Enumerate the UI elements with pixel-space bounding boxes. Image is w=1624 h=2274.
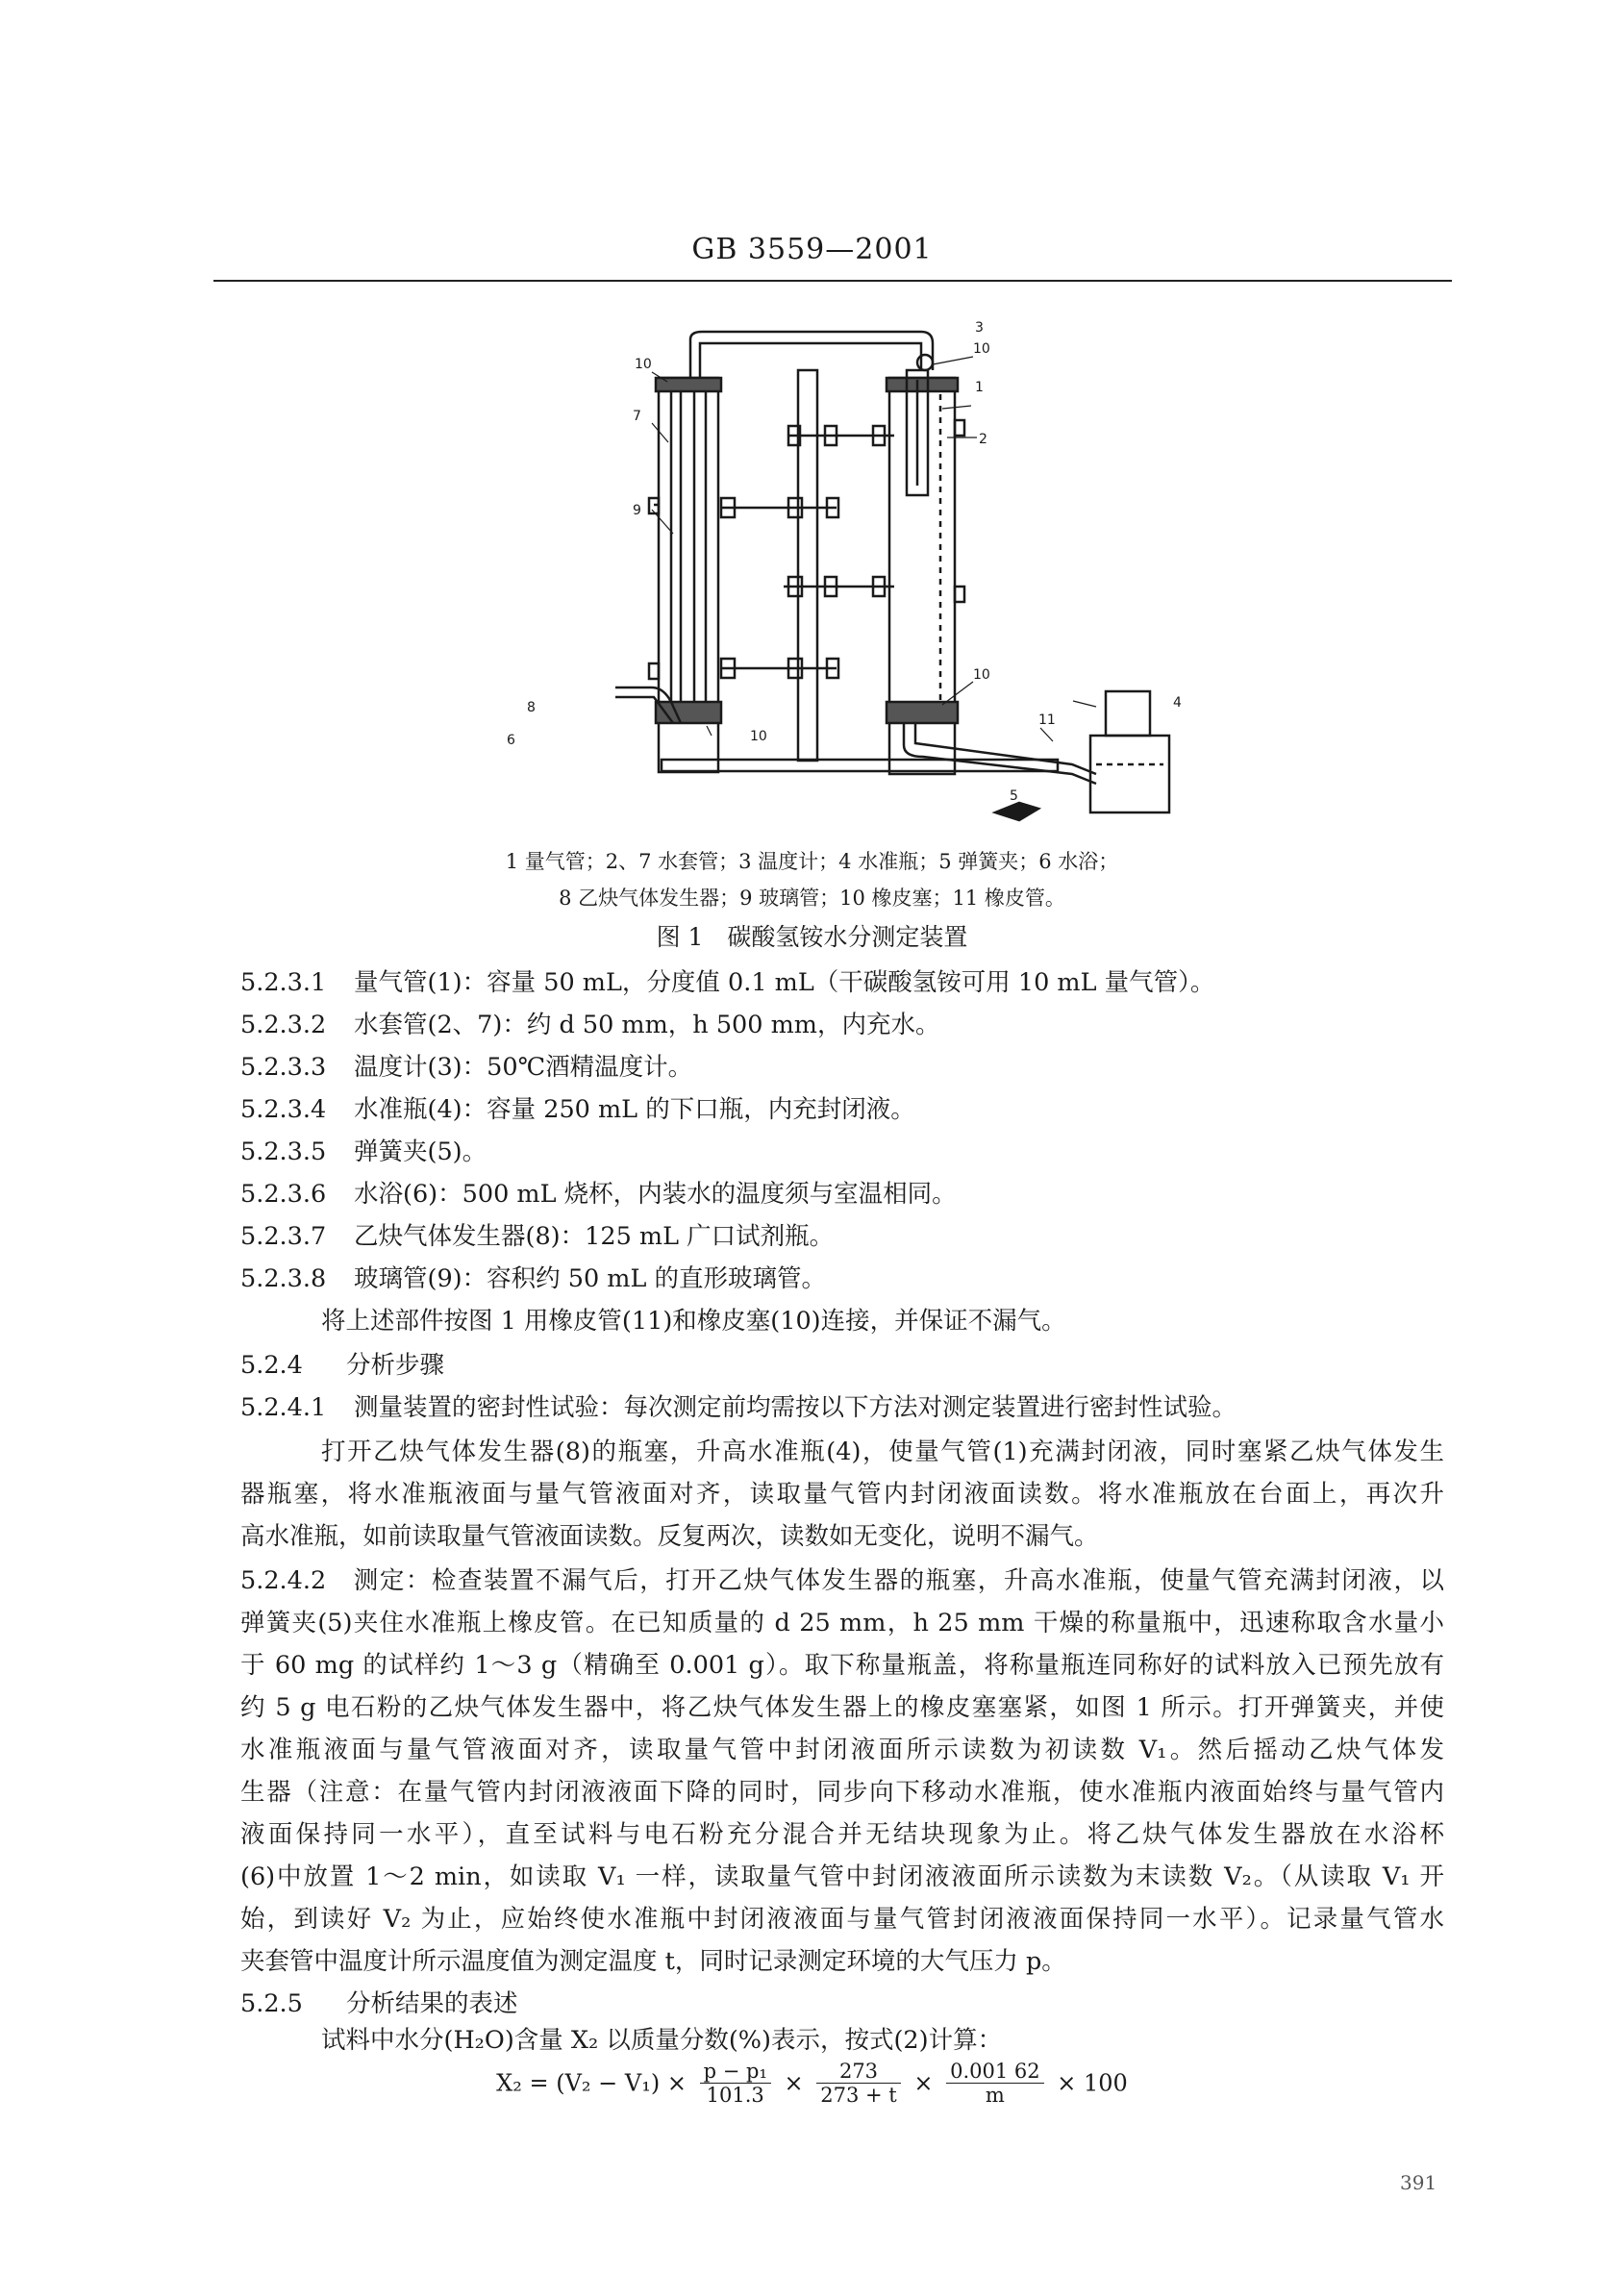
para-5242-line5: 水准瓶液面与量气管液面对齐，读取量气管中封闭液面所示读数为初读数 V₁。然后摇动乙炔气体发 [240,1736,1444,1764]
spring-clamp [995,803,1038,820]
item-text: 玻璃管(9)：容积约 50 mL 的直形玻璃管。 [354,1264,827,1293]
left-water-jacket [649,378,721,772]
para-5242-line4: 约 5 g 电石粉的乙炔气体发生器中，将乙炔气体发生器上的橡皮塞塞紧，如图 1 所示。打开弹簧夹，并使 [240,1693,1444,1722]
formula-fraction-mass: $\frac{0.001 62}{m}$ [946,2060,1044,2107]
label-3: 3 [975,320,984,336]
section-525-heading [240,1985,518,2019]
label-7: 7 [633,409,641,424]
para-5241-line2: 器瓶塞，将水准瓶液面与量气管液面对齐，读取量气管内封闭液面读数。将水准瓶放在台面上，再次升 [240,1480,1444,1509]
item-5231 [240,963,1214,998]
document-header: GB 3559—2001 [691,233,933,266]
item-text: 温度计(3)：50℃酒精温度计。 [354,1053,693,1082]
item-text: 水浴(6)：500 mL 烧杯，内装水的温度须与室温相同。 [354,1180,957,1209]
figure-title: 图 1 碳酸氢铵水分测定装置 [656,923,968,951]
item-5236 [240,1175,957,1210]
para-5242-line1: 5.2.4.2 测定：检查装置不漏气后，打开乙炔气体发生器的瓶塞，升高水准瓶，使量气管充满封闭液，以 [240,1566,1444,1595]
item-text: 测量装置的密封性试验：每次测定前均需按以下方法对测定装置进行密封性试验。 [354,1393,1237,1422]
item-number: 5.2.3.3 [240,1053,327,1082]
label-10c: 10 [973,667,990,683]
item-number: 5.2.3.2 [240,1011,327,1039]
para-5241-line3: 高水准瓶，如前读取量气管液面读数。反复两次，读数如无变化，说明不漏气。 [240,1522,1099,1551]
item-5232 [240,1006,939,1040]
figure-caption-line1: 1 量气管；2、7 水套管；3 温度计；4 水准瓶；5 弹簧夹；6 水浴； [505,850,1119,873]
formula-fraction-temperature: $\frac{273}{273 + t}$ [816,2060,900,2107]
section-number: 5.2.5 [240,1989,303,2018]
item-text: 乙炔气体发生器(8)：125 mL 广口试剂瓶。 [354,1222,835,1251]
label-10d: 10 [750,729,767,744]
label-8: 8 [527,700,536,715]
para-5242-line6: 生器（注意：在量气管内封闭液液面下降的同时，同步向下移动水准瓶，使水准瓶内液面始终与量气管内 [240,1778,1444,1807]
right-water-jacket [887,355,964,774]
item-5237 [240,1217,834,1252]
label-9: 9 [633,503,641,518]
page-number: 391 [1400,2171,1437,2194]
item-text: 水套管(2、7)：约 d 50 mm，h 500 mm，内充水。 [354,1011,940,1039]
section-524-heading [240,1346,444,1381]
figure-caption-line2: 8 乙炔气体发生器；9 玻璃管；10 橡皮塞；11 橡皮管。 [559,887,1065,910]
item-number: 5.2.3.1 [240,968,327,997]
label-4: 4 [1173,695,1182,711]
assembly-note: 将上述部件按图 1 用橡皮管(11)和橡皮塞(10)连接，并保证不漏气。 [321,1307,1066,1336]
item-5241 [240,1388,1237,1423]
item-number: 5.2.3.7 [240,1222,327,1251]
clamps [721,426,894,678]
para-5242-line2: 弹簧夹(5)夹住水准瓶上橡皮管。在已知质量的 d 25 mm，h 25 mm 干燥的称量瓶中，迅速称取含水量小 [240,1609,1444,1637]
para-525: 试料中水分(H₂O)含量 X₂ 以质量分数(%)表示，按式(2)计算： [321,2026,1003,2055]
formula-rhs: × 100 [1057,2069,1128,2097]
section-title: 分析结果的表述 [346,1989,518,2018]
item-text: 水准瓶(4)：容量 250 mL 的下口瓶，内充封闭液。 [354,1095,915,1124]
item-5235 [240,1133,487,1167]
gas-generator [615,687,681,797]
item-text: 弹簧夹(5)。 [354,1137,487,1166]
label-10a: 10 [635,357,652,372]
para-5241-line1: 打开乙炔气体发生器(8)的瓶塞，升高水准瓶(4)，使量气管(1)充满封闭液，同时塞紧乙炔气体发生 [321,1437,1444,1466]
item-5233 [240,1048,692,1083]
section-title: 分析步骤 [346,1351,445,1380]
apparatus-figure [615,312,1212,822]
item-number: 5.2.3.5 [240,1137,327,1166]
item-number: 5.2.3.4 [240,1095,327,1124]
item-number: 5.2.3.6 [240,1180,327,1209]
label-5: 5 [1010,788,1018,804]
label-1: 1 [975,380,984,395]
section-number: 5.2.4 [240,1351,303,1380]
item-number: 5.2.3.8 [240,1264,327,1293]
formula-lhs: X₂ = (V₂ − V₁) × [496,2069,687,2097]
label-11: 11 [1038,712,1056,728]
formula-2: X₂ = (V₂ − V₁) × $\frac{\text{p − p₁}}{101.3}$ × $\frac{273}{273 + t}$ × $\frac{0.001 62}{m}$ × 100 [496,2060,1128,2107]
item-text: 量气管(1)：容量 50 mL，分度值 0.1 mL（干碳酸氢铵可用 10 mL 量气管）。 [354,968,1215,997]
para-5242-line9: 始，到读好 V₂ 为止，应始终使水准瓶中封闭液液面与量气管封闭液液面保持同一水平）。记录量气管水 [240,1905,1444,1934]
label-2: 2 [979,432,987,447]
label-10b: 10 [973,341,990,357]
label-6: 6 [507,733,515,748]
para-5242-line3: 于 60 mg 的试样约 1～3 g（精确至 0.001 g）。取下称量瓶盖，将称量瓶连同称好的试料放入已预先放有 [240,1651,1444,1680]
para-5242-line10: 夹套管中温度计所示温度值为测定温度 t，同时记录测定环境的大气压力 p。 [240,1947,1066,1976]
formula-fraction-pressure: $\frac{\text{p − p₁}}{101.3}$ [700,2060,771,2107]
header-rule [213,280,1452,282]
para-5242-line7: 液面保持同一水平），直至试料与电石粉充分混合并无结块现象为止。将乙炔气体发生器放在水浴杯 [240,1820,1444,1849]
item-number: 5.2.4.1 [240,1393,327,1422]
item-5234 [240,1090,915,1125]
para-5242-line8: (6)中放置 1～2 min，如读取 V₁ 一样，读取量气管中封闭液液面所示读数为末读数 V₂。（从读取 V₁ 开 [240,1862,1444,1891]
item-5238 [240,1260,826,1294]
